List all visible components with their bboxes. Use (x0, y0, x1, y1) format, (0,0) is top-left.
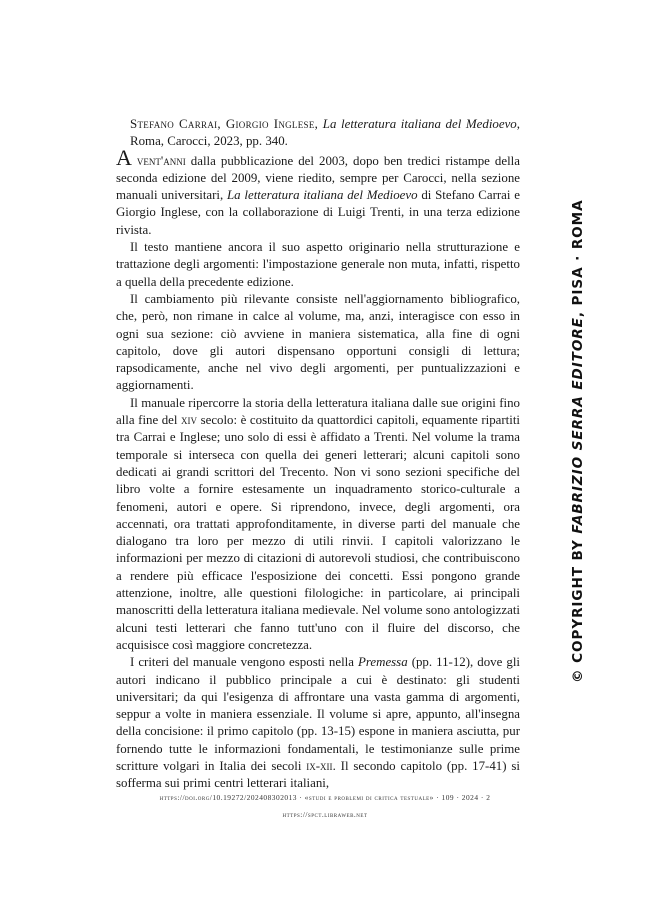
premessa-title: Premessa (358, 655, 408, 670)
copyright-suffix: , PISA · ROMA (570, 199, 586, 318)
review-publication: , Roma, Carocci, 2023, pp. 340. (130, 117, 520, 149)
review-body (116, 116, 520, 793)
paragraph-5-text-b: (pp. 11-12), dove gli autori indicano il pubblico principale a cui è destinato: gli studenti universitari; da qui l'esigenza di affrontare una vasta gamma di argomenti, seppur a volte in maniera essenziale. Il volume si apre, appunto, all'insegna della concisione: il primo capitolo (pp. 13-15) espone in maniera asciutta, pur fornendo tutte le informazioni fondamentali, le testimonianze sulle prime scritture volgari in Italia dei secoli (116, 655, 520, 773)
paragraph-2: Il testo mantiene ancora il suo aspetto originario nella strutturazione e trattazione degli argomenti: l'impostazione generale non muta, infatti, rispetto a quella della precedente edizione. (116, 240, 520, 289)
paragraph-1 (116, 144, 520, 239)
paragraph-5-text-a: I criteri del manuale vengono esposti nella (130, 655, 358, 670)
journal-website-link[interactable]: https://spct.libraweb.net (282, 810, 368, 819)
paragraph-3: Il cambiamento più rilevante consiste nell'aggiornamento bibliografico, che, però, non rimane in calce al volume, ma, anzi, interagisce con esso in ogni sua sezione: ciò avviene in maniera sistematica, alla fine di ogni capitolo, dove gli autori dispensano opportuni consigli di lettura; rapsodicamente, anche nel vivo degli argomenti, per puntualizzazioni e aggiornamenti. (116, 291, 520, 393)
drop-cap: A (116, 144, 132, 170)
lead-in: vent'anni (131, 153, 186, 168)
centuries-numeral: ix-xii (306, 758, 333, 773)
copyright-notice (570, 200, 586, 684)
doi-footer-link[interactable]: https://doi.org/10.19272/202408302013 · «studi e problemi di critica testuale» · 109 · 2024 · 2 (159, 793, 491, 802)
paragraph-1-title: La letteratura italiana del Medioevo (227, 188, 418, 203)
paragraph-4-text-b: secolo: è costituito da quattordici capitoli, equamente ripartiti tra Carrai e Inglese; uno solo di essi è affidato a Trenti. Nel volume la trama temporale si interseca con quella dei generi letterari; alcuni capitoli sono dedicati ai grandi scrittori del Trecento. Non vi sono sezioni specifiche del libro volte a fornire estesamente un inquadramento storico-culturale a fenomeni, autori e opere. Si riprendono, invece, degli argomenti, ora accennati, ora trattati approfonditamente, in diverse parti del manuale che dialogano tra loro per mezzo di utili rinvii. I capitoli valorizzano le informazioni per mezzo di citazioni di autorevoli studiosi, che contribuiscono a rendere più efficace l'esposizione dei concetti. Essi pongono grande attenzione, inoltre, alle questioni filologiche: in particolare, ai principali manoscritti della letteratura italiana medievale. Nel volume sono antologizzati alcuni testi letterari che fanno tutt'uno con il fluire del discorso, che acquisisce così maggiore concretezza. (116, 413, 520, 652)
review-authors: Stefano Carrai, Giorgio Inglese, (130, 117, 319, 131)
paragraph-5 (116, 654, 520, 792)
bibliographic-reference (116, 116, 520, 151)
paragraph-5-text-c: . Il secondo capitolo (pp. 17-41) si sofferma sui primi centri letterari italiani, (116, 758, 520, 791)
paragraph-1-text-a: dalla pubblicazione del 2003, dopo ben tredici ristampe della seconda edizione del 2009, viene riedito, sempre per Carocci, nella sezione manuali universitari, (116, 153, 520, 203)
paragraph-4-text-a: Il manuale ripercorre la storia della letteratura italiana dalle sue origini fino alla fine del (116, 395, 520, 428)
copyright-prefix: © COPYRIGHT BY (570, 533, 586, 683)
century-numeral: xiv (181, 413, 198, 428)
paragraph-1-text-b: di Stefano Carrai e Giorgio Inglese, con la collaborazione di Luigi Trenti, in una terza edizione rivista. (116, 188, 520, 237)
copyright-publisher: FABRIZIO SERRA EDITORE (570, 317, 586, 534)
paragraph-4 (116, 395, 520, 654)
review-book-title: La letteratura italiana del Medioevo (322, 117, 517, 131)
